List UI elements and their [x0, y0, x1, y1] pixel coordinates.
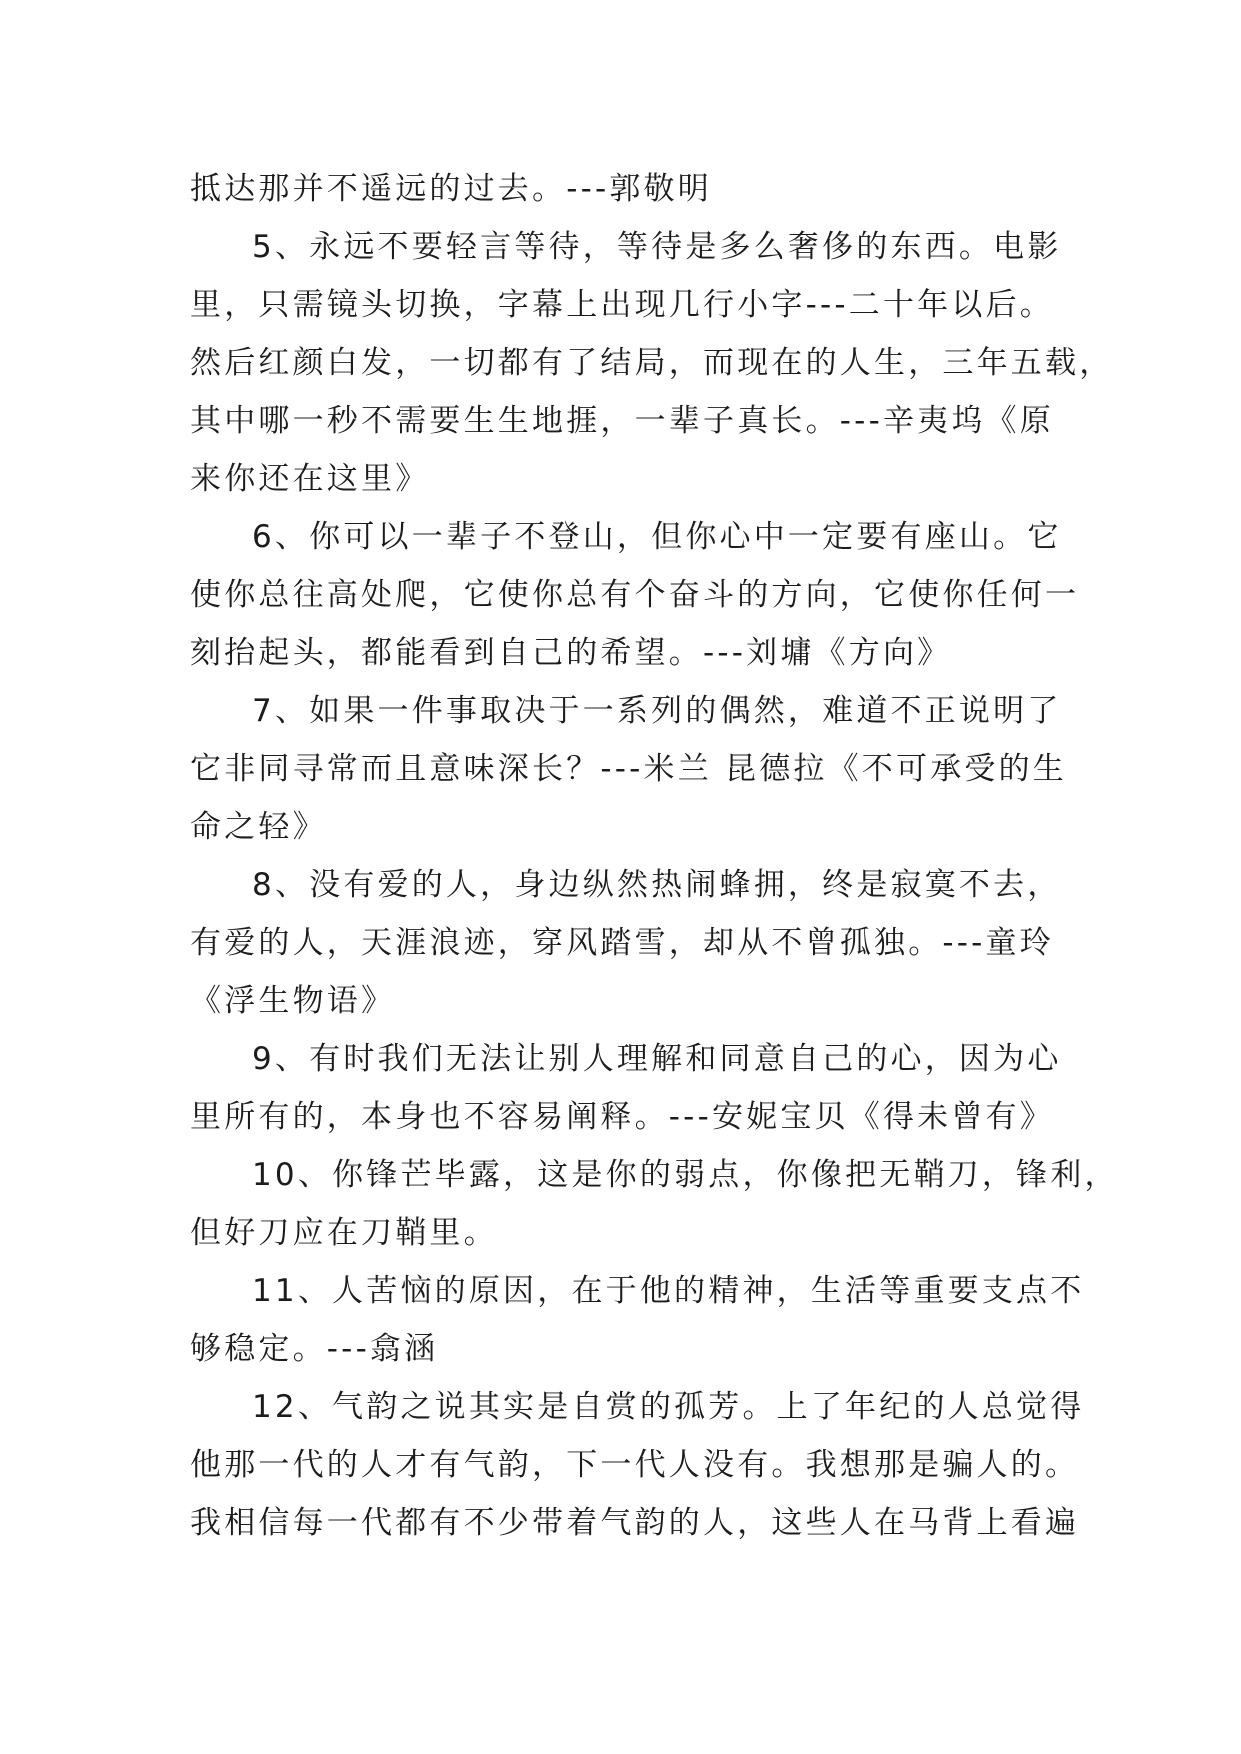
text-line: 它非同寻常而且意味深长？---米兰 昆德拉《不可承受的生 — [190, 751, 1068, 787]
text-line: 里，只需镜头切换，字幕上出现几行小字---二十年以后。 — [190, 287, 1054, 323]
text-line: 《浮生物语》 — [190, 983, 396, 1019]
text-line: 里所有的，本身也不容易阐释。---安妮宝贝《得未曾有》 — [190, 1099, 1054, 1135]
paragraph-8-start: 8、没有爱的人，身边纵然热闹蜂拥，终是寂寞不去， — [252, 867, 1062, 903]
text-line: 有爱的人，天涯浪迹，穿风踏雪，却从不曾孤独。---童玲 — [190, 925, 1054, 961]
paragraph-10-start: 10、你锋芒毕露，这是你的弱点，你像把无鞘刀，锋利， — [252, 1157, 1119, 1193]
document-body — [190, 160, 1119, 1552]
text-line: 其中哪一秒不需要生生地捱，一辈子真长。---辛夷坞《原 — [190, 403, 1054, 439]
text-line: 使你总往高处爬，它使你总有个奋斗的方向，它使你任何一 — [190, 577, 1080, 613]
text-line: 我相信每一代都有不少带着气韵的人，这些人在马背上看遍 — [190, 1505, 1080, 1541]
paragraph-6-start: 6、你可以一辈子不登山，但你心中一定要有座山。它 — [252, 519, 1062, 555]
paragraph-12-start: 12、气韵之说其实是自赏的孤芳。上了年纪的人总觉得 — [252, 1389, 1085, 1425]
text-line: 够稳定。---翕涵 — [190, 1331, 439, 1367]
text-line: 来你还在这里》 — [190, 461, 430, 497]
text-line: 然后红颜白发，一切都有了结局，而现在的人生，三年五载， — [190, 345, 1114, 381]
text-line: 刻抬起头，都能看到自己的希望。---刘墉《方向》 — [190, 635, 952, 671]
text-line: 抵达那并不遥远的过去。---郭敬明 — [190, 171, 712, 207]
text-line: 他那一代的人才有气韵，下一代人没有。我想那是骗人的。 — [190, 1447, 1080, 1483]
text-line: 但好刀应在刀鞘里。 — [190, 1215, 498, 1251]
paragraph-7-start: 7、如果一件事取决于一系列的偶然，难道不正说明了 — [252, 693, 1062, 729]
paragraph-5-start: 5、永远不要轻言等待，等待是多么奢侈的东西。电影 — [252, 229, 1062, 265]
paragraph-9-start: 9、有时我们无法让别人理解和同意自己的心，因为心 — [252, 1041, 1062, 1077]
text-line: 命之轻》 — [190, 809, 327, 845]
paragraph-11-start: 11、人苦恼的原因，在于他的精神，生活等重要支点不 — [252, 1273, 1085, 1309]
